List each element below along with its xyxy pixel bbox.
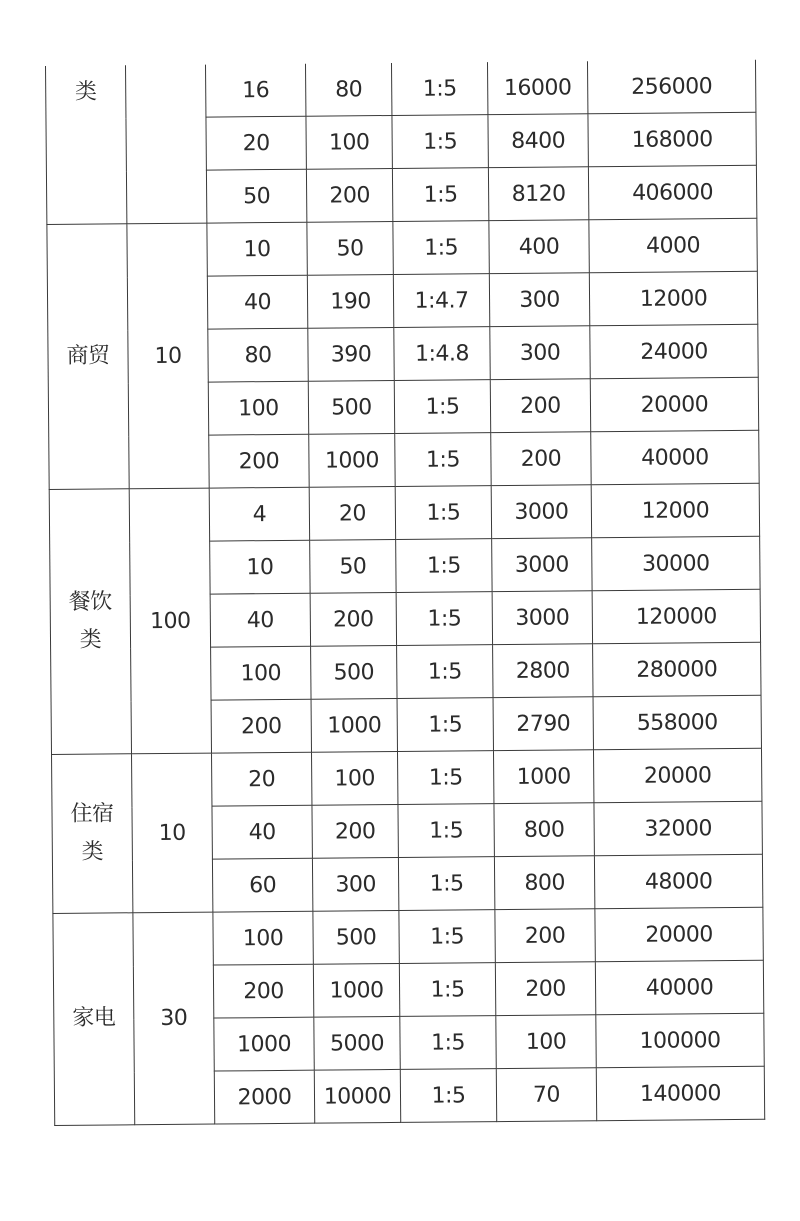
total-cell: 140000 xyxy=(596,1066,764,1120)
quantity-cell: 3000 xyxy=(491,485,591,539)
value-a-cell: 1000 xyxy=(214,1017,314,1071)
ratio-cell: 1:5 xyxy=(395,486,491,540)
value-a-cell: 60 xyxy=(212,858,312,912)
total-cell: 558000 xyxy=(593,695,761,749)
ratio-cell: 1:5 xyxy=(392,115,488,169)
total-cell: 256000 xyxy=(587,60,755,114)
quantity-cell: 300 xyxy=(489,273,589,327)
quantity-cell: 2790 xyxy=(493,697,593,751)
ratio-cell: 1:5 xyxy=(400,1016,496,1070)
table-row xyxy=(49,483,759,542)
value-b-cell: 20 xyxy=(309,486,395,540)
value-b-cell: 10000 xyxy=(314,1069,400,1123)
total-cell: 30000 xyxy=(592,536,760,590)
value-b-cell: 500 xyxy=(313,910,399,964)
value-a-cell: 80 xyxy=(208,328,308,382)
value-b-cell: 200 xyxy=(306,168,392,222)
total-cell: 20000 xyxy=(595,907,763,961)
table-row xyxy=(53,907,763,966)
count-cell xyxy=(125,65,206,224)
value-b-cell: 100 xyxy=(306,115,392,169)
total-cell: 40000 xyxy=(595,960,763,1014)
category-cell: 家电 xyxy=(53,913,135,1126)
value-a-cell: 200 xyxy=(209,434,309,488)
quantity-cell: 2800 xyxy=(493,644,593,698)
value-a-cell: 50 xyxy=(206,169,306,223)
quantity-cell: 800 xyxy=(494,803,594,857)
value-b-cell: 200 xyxy=(312,804,398,858)
value-a-cell: 100 xyxy=(213,911,313,965)
ratio-cell: 1:5 xyxy=(397,698,493,752)
table-row xyxy=(47,218,757,277)
value-b-cell: 500 xyxy=(308,380,394,434)
value-a-cell: 100 xyxy=(208,381,308,435)
ratio-cell: 1:5 xyxy=(391,62,487,115)
value-a-cell: 4 xyxy=(209,487,309,541)
quantity-cell: 1000 xyxy=(493,750,593,804)
quantity-cell: 200 xyxy=(495,909,595,963)
total-cell: 48000 xyxy=(594,854,762,908)
value-b-cell: 80 xyxy=(305,63,391,116)
ratio-cell: 1:5 xyxy=(397,645,493,699)
count-cell: 10 xyxy=(132,753,213,913)
table-row xyxy=(45,60,755,119)
value-a-cell: 40 xyxy=(207,275,307,329)
category-cell: 类 xyxy=(45,65,126,224)
value-b-cell: 200 xyxy=(310,592,396,646)
ratio-cell: 1:5 xyxy=(396,592,492,646)
quantity-cell: 8400 xyxy=(488,114,588,168)
quantity-cell: 3000 xyxy=(492,538,592,592)
value-b-cell: 390 xyxy=(308,327,394,381)
ratio-cell: 1:5 xyxy=(392,168,488,222)
count-cell: 30 xyxy=(133,912,215,1125)
ratio-cell: 1:5 xyxy=(395,433,491,487)
value-a-cell: 40 xyxy=(210,593,310,647)
quantity-cell: 200 xyxy=(490,379,590,433)
value-b-cell: 500 xyxy=(311,645,397,699)
quantity-cell: 200 xyxy=(495,962,595,1016)
value-b-cell: 300 xyxy=(312,857,398,911)
quantity-cell: 400 xyxy=(489,220,589,274)
ratio-cell: 1:4.8 xyxy=(394,327,490,381)
quantity-cell: 70 xyxy=(496,1068,596,1122)
total-cell: 20000 xyxy=(590,377,758,431)
total-cell: 280000 xyxy=(593,642,761,696)
value-a-cell: 20 xyxy=(206,116,306,170)
total-cell: 12000 xyxy=(591,483,759,537)
total-cell: 20000 xyxy=(593,748,761,802)
value-a-cell: 40 xyxy=(212,805,312,859)
total-cell: 40000 xyxy=(591,430,759,484)
ratio-cell: 1:5 xyxy=(397,751,493,805)
count-cell: 10 xyxy=(127,223,209,489)
total-cell: 100000 xyxy=(596,1013,764,1067)
value-a-cell: 100 xyxy=(211,646,311,700)
value-a-cell: 200 xyxy=(211,699,311,753)
ratio-cell: 1:5 xyxy=(399,963,495,1017)
scanned-page xyxy=(45,60,764,1126)
table-row xyxy=(52,748,762,807)
value-b-cell: 5000 xyxy=(314,1016,400,1070)
total-cell: 168000 xyxy=(588,112,756,166)
ratio-cell: 1:5 xyxy=(398,804,494,858)
value-b-cell: 100 xyxy=(311,751,397,805)
total-cell: 120000 xyxy=(592,589,760,643)
quantity-cell: 8120 xyxy=(488,167,588,221)
value-a-cell: 10 xyxy=(207,222,307,276)
value-a-cell: 20 xyxy=(212,752,312,806)
total-cell: 24000 xyxy=(590,324,758,378)
ratio-cell: 1:4.7 xyxy=(393,274,489,328)
table-body xyxy=(45,60,764,1126)
category-cell: 商贸 xyxy=(47,224,129,490)
value-b-cell: 1000 xyxy=(311,698,397,752)
ratio-cell: 1:5 xyxy=(400,1069,496,1123)
value-b-cell: 1000 xyxy=(309,433,395,487)
ratio-cell: 1:5 xyxy=(398,857,494,911)
quantity-cell: 800 xyxy=(494,856,594,910)
total-cell: 32000 xyxy=(594,801,762,855)
value-a-cell: 200 xyxy=(213,964,313,1018)
quantity-cell: 100 xyxy=(496,1015,596,1069)
value-a-cell: 10 xyxy=(210,540,310,594)
value-a-cell: 16 xyxy=(205,64,305,117)
quantity-cell: 16000 xyxy=(487,61,587,114)
total-cell: 406000 xyxy=(588,165,756,219)
total-cell: 12000 xyxy=(589,271,757,325)
data-table xyxy=(45,60,765,1126)
category-cell: 住宿 类 xyxy=(52,754,133,914)
ratio-cell: 1:5 xyxy=(399,910,495,964)
total-cell: 4000 xyxy=(589,218,757,272)
count-cell: 100 xyxy=(129,488,211,754)
value-b-cell: 50 xyxy=(310,539,396,593)
value-b-cell: 50 xyxy=(307,221,393,275)
quantity-cell: 3000 xyxy=(492,591,592,645)
ratio-cell: 1:5 xyxy=(393,221,489,275)
category-cell: 餐饮 类 xyxy=(49,489,131,755)
value-b-cell: 1000 xyxy=(313,963,399,1017)
ratio-cell: 1:5 xyxy=(394,380,490,434)
quantity-cell: 300 xyxy=(490,326,590,380)
quantity-cell: 200 xyxy=(491,432,591,486)
value-a-cell: 2000 xyxy=(214,1070,314,1124)
value-b-cell: 190 xyxy=(307,274,393,328)
ratio-cell: 1:5 xyxy=(396,539,492,593)
